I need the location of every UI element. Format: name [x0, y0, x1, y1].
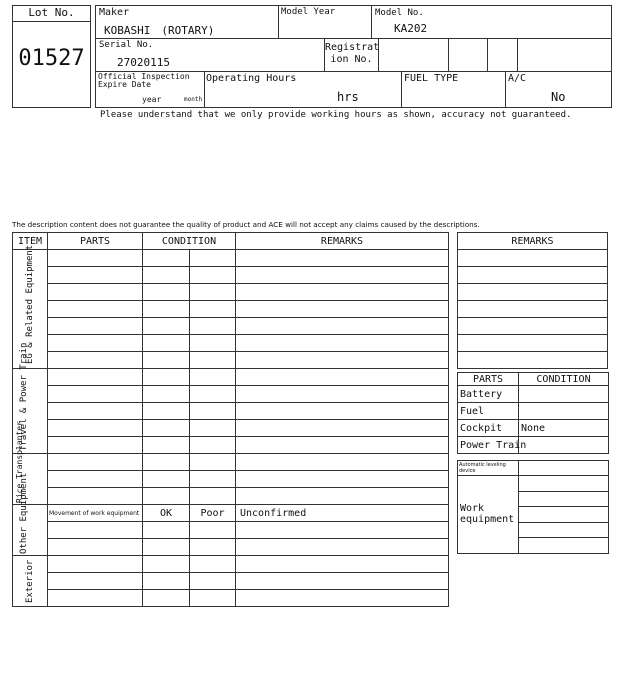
- condition-header: CONDITION: [143, 233, 236, 250]
- registration-label: Registrat ion No.: [325, 42, 380, 65]
- maker-label: Maker: [99, 7, 130, 18]
- part-battery-condition: [519, 386, 609, 403]
- work-equipment-label: Work equipment: [458, 476, 519, 554]
- hours-unit: hrs: [337, 90, 359, 104]
- section-rice: [13, 421, 48, 505]
- part-fuel: Fuel: [458, 403, 519, 420]
- section-eg: [13, 244, 48, 369]
- vline: [278, 5, 279, 38]
- part-power-train-condition: [519, 437, 609, 454]
- vline: [505, 71, 506, 108]
- ac-value: No: [551, 90, 566, 104]
- serial-label: Serial No.: [99, 40, 154, 50]
- section-label: Exterior: [25, 559, 35, 603]
- part-cockpit-condition: None: [519, 420, 609, 437]
- part-fuel-condition: [519, 403, 609, 420]
- info-divider-1: [95, 38, 612, 39]
- section-label: Other Equipment: [19, 472, 29, 554]
- hours-label: Operating Hours: [206, 73, 297, 84]
- poor-value: Poor: [190, 505, 236, 522]
- part-cockpit: Cockpit: [458, 420, 519, 437]
- auto-leveling-label: Automatic leveling device: [458, 461, 519, 476]
- section-exterior: [13, 556, 48, 607]
- inspection-label: Official Inspection Expire Date: [98, 72, 190, 89]
- remarks-header: REMARKS: [236, 233, 449, 250]
- disclaimer-text: The description content does not guarantee the quality of product and ACE will not accept any claims caused by the descriptions.: [12, 220, 480, 229]
- vline: [401, 71, 402, 108]
- inspection-table: [12, 232, 449, 607]
- inspection-year: year: [142, 95, 162, 104]
- movement-part: Movement of work equipment: [48, 505, 143, 522]
- section-label: Travel & Power Train: [19, 342, 29, 451]
- parts-table: [457, 372, 609, 454]
- parts-header: PARTS: [48, 233, 143, 250]
- serial-value: 27020115: [117, 56, 170, 69]
- remarks-table: [457, 232, 608, 369]
- work-equipment-table: [457, 460, 609, 554]
- section-other: [13, 472, 48, 556]
- ok-value: OK: [143, 505, 190, 522]
- section-label: Rice Transplanter: [15, 421, 24, 503]
- model-no-label: Model No.: [375, 8, 424, 18]
- model-year-label: Model Year: [281, 7, 336, 17]
- lot-number: 01527: [18, 46, 85, 71]
- vline: [204, 71, 205, 108]
- fuel-label: FUEL TYPE: [404, 73, 459, 84]
- item-header: ITEM: [13, 233, 48, 250]
- section-label: EG & Related Equipment: [25, 244, 35, 364]
- remarks-table-header: REMARKS: [458, 233, 608, 250]
- inspection-month: month: [184, 96, 203, 103]
- remarks-value: Unconfirmed: [236, 505, 449, 522]
- vline: [371, 5, 372, 38]
- lot-label: Lot No.: [28, 6, 75, 19]
- notice-text: Please understand that we only provide working hours as shown, accuracy not guaranteed.: [100, 110, 572, 120]
- lot-divider: [12, 21, 91, 22]
- parts-col-header: PARTS: [458, 373, 519, 386]
- part-power-train: Power Train: [458, 437, 519, 454]
- maker-value: KOBASHI (ROTARY): [104, 24, 215, 37]
- vline: [448, 38, 449, 71]
- ac-label: A/C: [508, 73, 527, 84]
- condition-col-header: CONDITION: [519, 373, 609, 386]
- vline: [487, 38, 488, 71]
- model-no-value: KA202: [394, 22, 428, 35]
- part-battery: Battery: [458, 386, 519, 403]
- vline: [517, 38, 518, 71]
